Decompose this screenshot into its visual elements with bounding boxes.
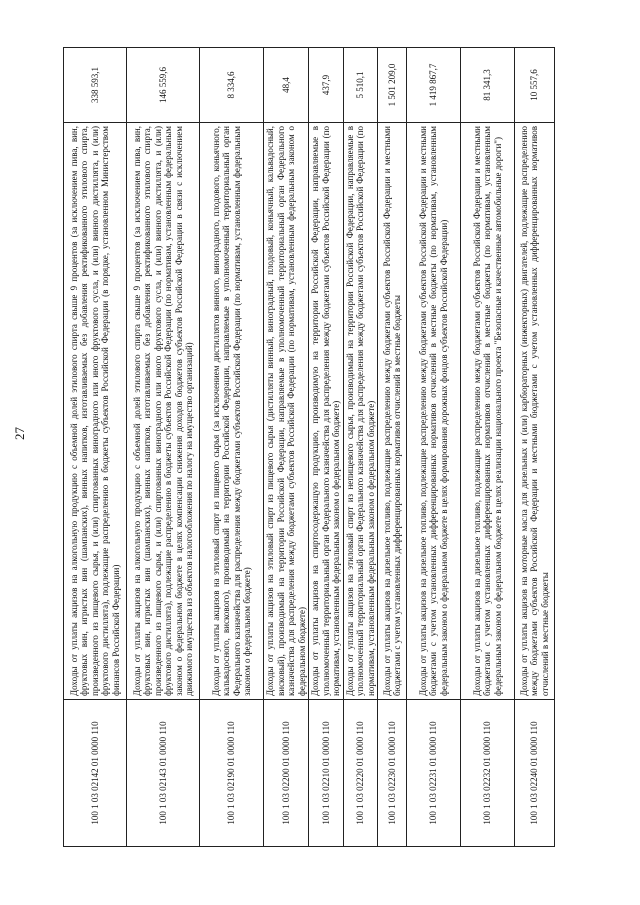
amount-cell: 1 501 209,0 bbox=[378, 48, 407, 123]
budget-code-cell: 100 1 03 02190 01 0000 110 bbox=[200, 700, 264, 847]
description-cell: Доходы от уплаты акцизов на спиртосодержащую продукцию, производимую на территории Российской Федерации, направляемые в уполномоченный территориальный орган Федерального казначейства для распределения между бюджетами субъектов Российской Федерации (по нормативам, установленным федеральным законом о федеральном бюджете) bbox=[309, 123, 344, 700]
amount-cell: 437,9 bbox=[309, 48, 344, 123]
amount-cell: 81 341,3 bbox=[461, 48, 515, 123]
description-cell: Доходы от уплаты акцизов на этиловый спирт из непищевого сырья, производимый на территории Российской Федерации, направляемые в уполномоченный территориальный орган Федерального казначейства для распределения между бюджетами субъектов Российской Федерации (по нормативам, установленным федеральным законом о федеральном бюджете) bbox=[343, 123, 378, 700]
budget-code-cell: 100 1 03 02143 01 0000 110 bbox=[127, 700, 200, 847]
amount-cell: 146 559,6 bbox=[127, 48, 200, 123]
table-row bbox=[407, 48, 461, 847]
table-row bbox=[200, 48, 264, 847]
table-row bbox=[343, 48, 378, 847]
description-cell: Доходы от уплаты акцизов на этиловый спирт из пищевого сырья (дистилляты винный, виноградный, плодовый, коньячный, кальвадосный, висковый), производимый на территории Российской Федерации, направляемые в уполномоченный территориальный орган Федерального казначейства для распределения между бюджетами субъектов Российской Федерации (по нормативам, установленным федеральным законом о федеральном бюджете) bbox=[264, 123, 309, 700]
description-cell: Доходы от уплаты акцизов на дизельное топливо, подлежащие распределению между бюджетами субъектов Российской Федерации и местными бюджетами с учетом установленных дифференцированных нормативов отчислений в местные бюджеты bbox=[378, 123, 407, 700]
budget-code-cell: 100 1 03 02231 01 0000 110 bbox=[407, 700, 461, 847]
table-row bbox=[264, 48, 309, 847]
table-row bbox=[515, 48, 555, 847]
budget-code-cell: 100 1 03 02142 01 0000 110 bbox=[64, 700, 127, 847]
table-row bbox=[461, 48, 515, 847]
description-cell: Доходы от уплаты акцизов на алкогольную продукцию с объемной долей этилового спирта свыше 9 процентов (за исключением пива, вин, фруктовых вин, игристых вин (шампанских), винных напитков, изготавливаемых без добавления ректификованного этилового спирта, произведенного из пищевого сырья, и (или) спиртованных виноградного или иного фруктового сусла, и (или) винного дистиллята, и (или) фруктового дистиллята), подлежащие распределению в бюджеты субъектов Российской Федерации (по нормативам, установленным федеральным законом о федеральном бюджете в целях компенсации снижения доходов бюджетов субъектов Российской Федерации в связи с исключением движимого имущества из объектов налогообложения по налогу на имущество организаций) bbox=[127, 123, 200, 700]
budget-code-cell: 100 1 03 02232 01 0000 110 bbox=[461, 700, 515, 847]
budget-code-cell: 100 1 03 02230 01 0000 110 bbox=[378, 700, 407, 847]
budget-code-cell: 100 1 03 02220 01 0000 110 bbox=[343, 700, 378, 847]
rotated-page-content bbox=[63, 47, 633, 847]
budget-code-cell: 100 1 03 02200 01 0000 110 bbox=[264, 700, 309, 847]
description-cell: Доходы от уплаты акцизов на этиловый спирт из пищевого сырья (за исключением дистиллятов винного, виноградного, плодового, коньячного, кальвадосного, вискового), производимый на территории Российской Федерации, направляемые в уполномоченный территориальный орган Федерального казначейства для распределения между бюджетами субъектов Российской Федерации (по нормативам, установленным федеральным законом о федеральном бюджете) bbox=[200, 123, 264, 700]
amount-cell: 8 334,6 bbox=[200, 48, 264, 123]
description-cell: Доходы от уплаты акцизов на дизельное топливо, подлежащие распределению между бюджетами субъектов Российской Федерации и местными бюджетами с учетом установленных дифференцированных нормативов отчислений в местные бюджеты (по нормативам, установленным федеральным законом о федеральном бюджете в целях реализации национального проекта "Безопасные и качественные автомобильные дороги") bbox=[461, 123, 515, 700]
table-row bbox=[378, 48, 407, 847]
page-number: 27 bbox=[12, 427, 27, 440]
table-row bbox=[127, 48, 200, 847]
table-row bbox=[64, 48, 127, 847]
budget-code-cell: 100 1 03 02210 01 0000 110 bbox=[309, 700, 344, 847]
description-cell: Доходы от уплаты акцизов на дизельное топливо, подлежащие распределению между бюджетами субъектов Российской Федерации и местными бюджетами с учетом установленных дифференцированных нормативов отчислений в местные бюджеты (по нормативам, установленным федеральным законом о федеральном бюджете в целях формирования дорожных фондов субъектов Российской Федерации) bbox=[407, 123, 461, 700]
amount-cell: 5 510,1 bbox=[343, 48, 378, 123]
table-row bbox=[309, 48, 344, 847]
amount-cell: 48,4 bbox=[264, 48, 309, 123]
amount-cell: 10 557,6 bbox=[515, 48, 555, 123]
amount-cell: 338 593,1 bbox=[64, 48, 127, 123]
description-cell: Доходы от уплаты акцизов на моторные масла для дизельных и (или) карбюраторных (инжекторных) двигателей, подлежащие распределению между бюджетами субъектов Российской Федерации и местными бюджетами с учетом установленных дифференцированных нормативов отчислений в местные бюджеты bbox=[515, 123, 555, 700]
description-cell: Доходы от уплаты акцизов на алкогольную продукцию с объемной долей этилового спирта свыше 9 процентов (за исключением пива, вин, фруктовых вин, игристых вин (шампанских), винных напитков, изготавливаемых без добавления ректификованного этилового спирта, произведенного из пищевого сырья, и (или) спиртованных виноградного или иного фруктового сусла, и (или) винного дистиллята, и (или) фруктового дистиллята), подлежащие распределению в бюджеты субъектов Российской Федерации (в порядке, установленном Министерством финансов Российской Федерации) bbox=[64, 123, 127, 700]
budget-code-cell: 100 1 03 02240 01 0000 110 bbox=[515, 700, 555, 847]
budget-table bbox=[63, 47, 555, 847]
amount-cell: 1 419 867,7 bbox=[407, 48, 461, 123]
